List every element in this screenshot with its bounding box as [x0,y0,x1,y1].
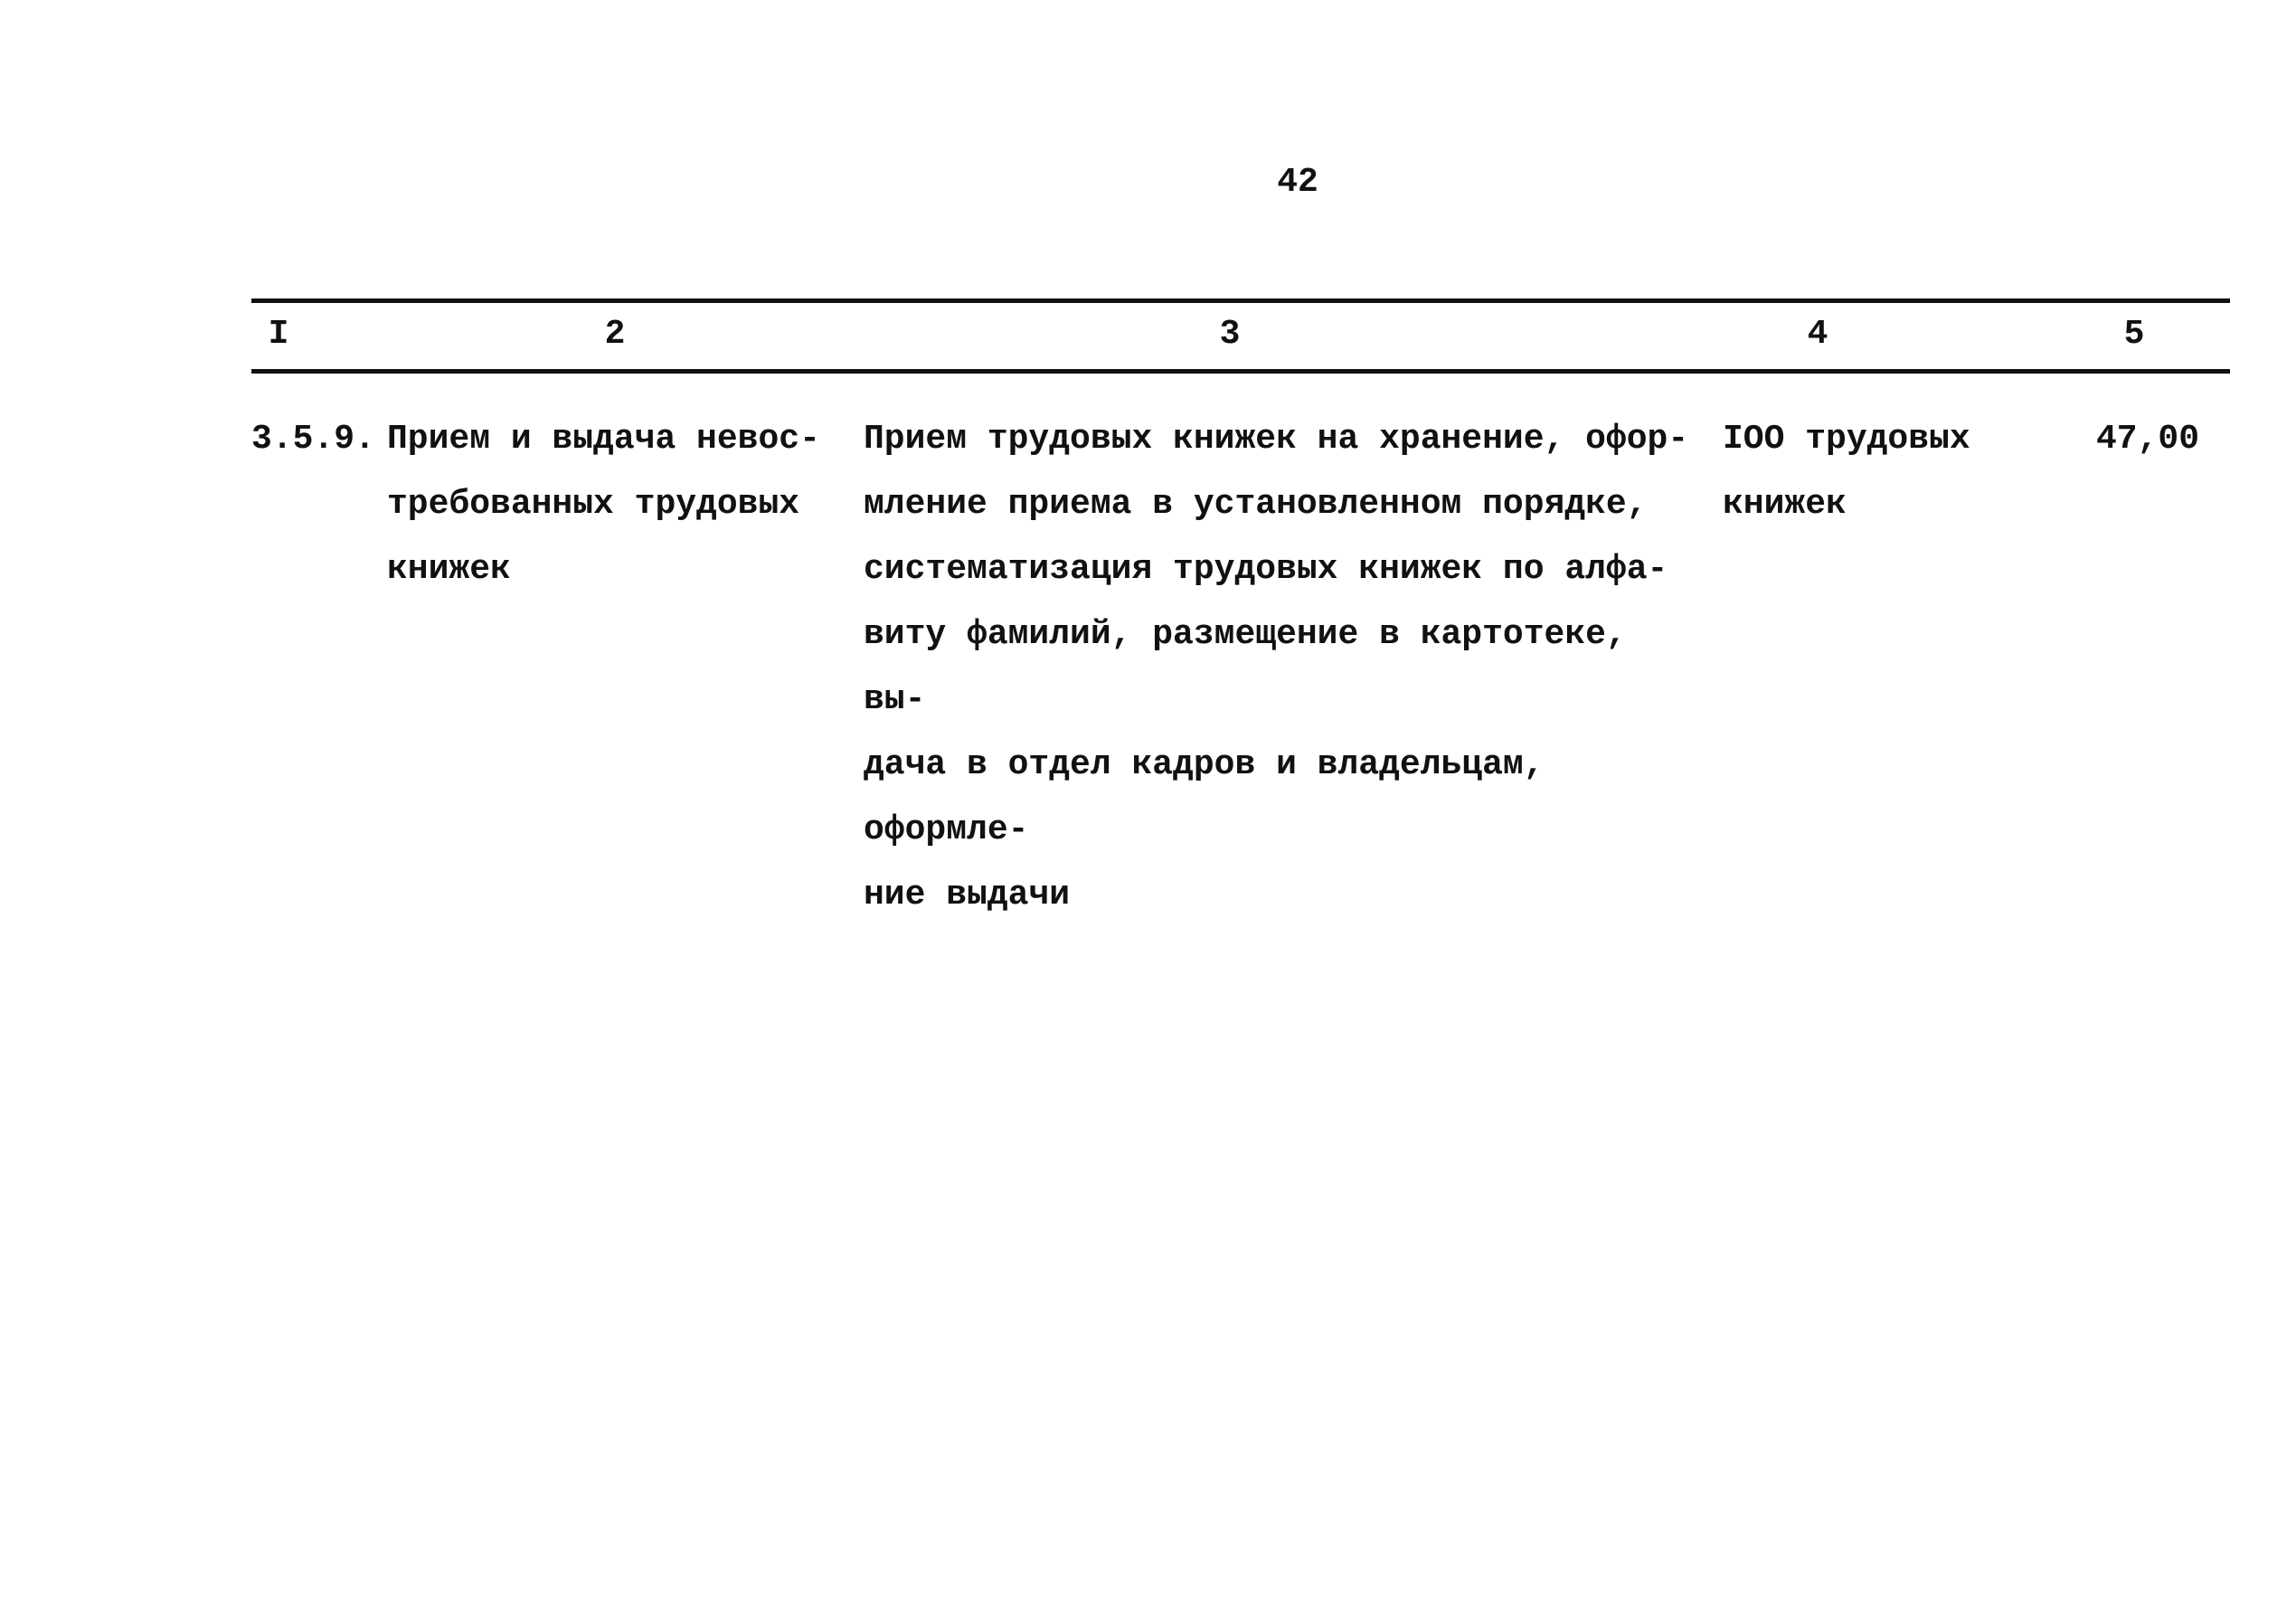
row-code: 3.5.9. [251,420,375,459]
row-description: Прием трудовых книжек на хранение, офор- мление приема в установленном порядке, систематизация трудовых книжек по алфа- виту фамилий, размещение в картотеке, вы- дача в отдел кадров и владельцам, оформле- ние выдачи [864,420,1689,914]
row-name: Прием и выдача невос- требованных трудовых книжек [387,420,820,589]
column-header-4: 4 [1807,315,1828,354]
column-header-5: 5 [2123,315,2145,354]
column-header-2: 2 [604,315,626,354]
table-header-rule [251,369,2230,374]
column-header-1: I [268,315,289,354]
column-header-3: 3 [1219,315,1241,354]
row-unit: IOO трудовых книжек [1723,420,1970,524]
row-norm: 47,00 [2095,420,2200,459]
table-top-rule [251,298,2230,303]
page-number: 42 [1277,163,1318,202]
